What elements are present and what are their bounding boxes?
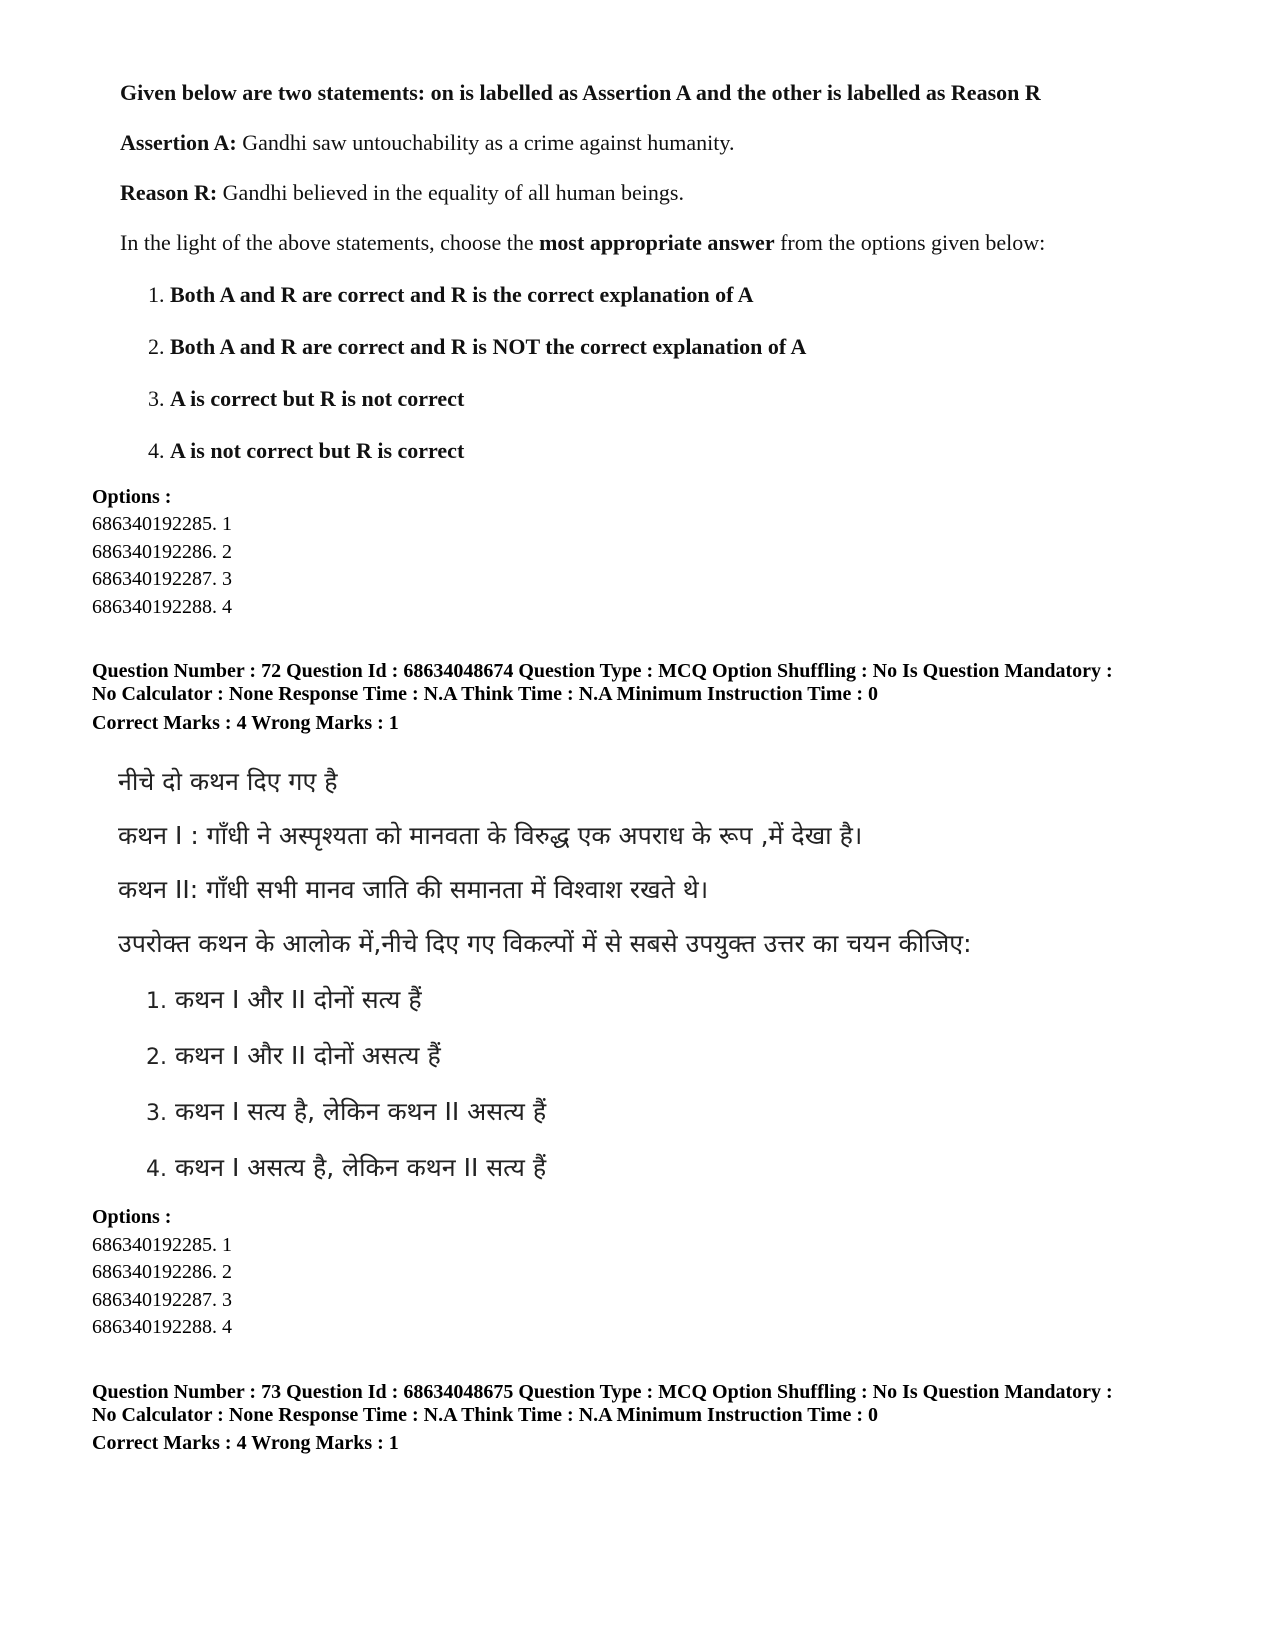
choose-pre: In the light of the above statements, choose the	[120, 230, 540, 255]
choice-text: कथन I और II दोनों सत्य हैं	[174, 985, 422, 1014]
option-id: 686340192287. 3	[92, 1289, 232, 1311]
assertion-label: Assertion A:	[120, 130, 237, 155]
q72-choice	[146, 982, 422, 1016]
q72-hindi-statement-1: कथन I : गाँधी ने अस्पृश्यता को मानवता के विरुद्ध एक अपराध के रूप ,में देखा है।	[118, 821, 863, 850]
choice-number: 2.	[146, 1045, 167, 1070]
choice-number: 1.	[146, 989, 167, 1014]
q73-meta-line1: Question Number : 73 Question Id : 68634048675 Question Type : MCQ Option Shuffling : No Is Question Mandatory :	[92, 1381, 1113, 1403]
options-label: Options :	[92, 1206, 172, 1228]
option-id: 686340192287. 3	[92, 568, 232, 590]
choice-number: 4.	[148, 438, 165, 463]
q71-assertion	[120, 130, 734, 156]
choice-text: कथन I और II दोनों असत्य हैं	[174, 1041, 441, 1070]
q72-marks: Correct Marks : 4 Wrong Marks : 1	[92, 712, 399, 734]
q71-choice	[148, 334, 806, 360]
choice-text: Both A and R are correct and R is NOT the correct explanation of A	[170, 334, 807, 359]
option-id: 686340192288. 4	[92, 596, 232, 618]
choice-text: A is not correct but R is correct	[170, 438, 465, 463]
choose-bold: most appropriate answer	[539, 230, 775, 255]
q72-choice	[146, 1038, 441, 1072]
choice-number: 1.	[148, 282, 165, 307]
choose-post: from the options given below:	[774, 230, 1046, 255]
q71-choice	[148, 438, 464, 464]
q71-choice	[148, 386, 464, 412]
q71-choice	[148, 282, 754, 308]
choice-number: 2.	[148, 334, 165, 359]
q72-hindi-statement-2: कथन II: गाँधी सभी मानव जाति की समानता में विश्वाश रखते थे।	[118, 875, 709, 904]
option-id: 686340192288. 4	[92, 1316, 232, 1338]
q71-reason	[120, 180, 684, 206]
choice-text: कथन I सत्य है, लेकिन कथन II असत्य हैं	[174, 1097, 547, 1126]
choice-number: 4.	[146, 1157, 167, 1182]
q73-marks: Correct Marks : 4 Wrong Marks : 1	[92, 1432, 399, 1454]
assertion-text: Gandhi saw untouchability as a crime against humanity.	[236, 130, 735, 155]
q71-choose-instruction	[120, 230, 1045, 256]
q72-meta-line1: Question Number : 72 Question Id : 68634048674 Question Type : MCQ Option Shuffling : No Is Question Mandatory :	[92, 660, 1113, 682]
q73-meta-line2: No Calculator : None Response Time : N.A Think Time : N.A Minimum Instruction Time : 0	[92, 1404, 878, 1426]
q72-choice	[146, 1094, 546, 1128]
choice-text: कथन I असत्य है, लेकिन कथन II सत्य हैं	[174, 1153, 547, 1182]
option-id: 686340192286. 2	[92, 541, 232, 563]
q72-meta-line2: No Calculator : None Response Time : N.A Think Time : N.A Minimum Instruction Time : 0	[92, 683, 878, 705]
options-label: Options :	[92, 486, 172, 508]
option-id: 686340192285. 1	[92, 1234, 232, 1256]
q72-hindi-intro: नीचे दो कथन दिए गए है	[118, 767, 338, 796]
choice-text: A is correct but R is not correct	[170, 386, 465, 411]
q72-choice	[146, 1150, 546, 1184]
choice-number: 3.	[148, 386, 165, 411]
q71-intro: Given below are two statements: on is labelled as Assertion A and the other is labelled as Reason R	[120, 80, 1041, 105]
choice-text: Both A and R are correct and R is the correct explanation of A	[170, 282, 754, 307]
option-id: 686340192285. 1	[92, 513, 232, 535]
choice-number: 3.	[146, 1101, 167, 1126]
reason-text: Gandhi believed in the equality of all human beings.	[217, 180, 684, 205]
option-id: 686340192286. 2	[92, 1261, 232, 1283]
q72-hindi-choose-instruction: उपरोक्त कथन के आलोक में,नीचे दिए गए विकल्पों में से सबसे उपयुक्त उत्तर का चयन कीजिए:	[118, 929, 972, 958]
reason-label: Reason R:	[120, 180, 218, 205]
